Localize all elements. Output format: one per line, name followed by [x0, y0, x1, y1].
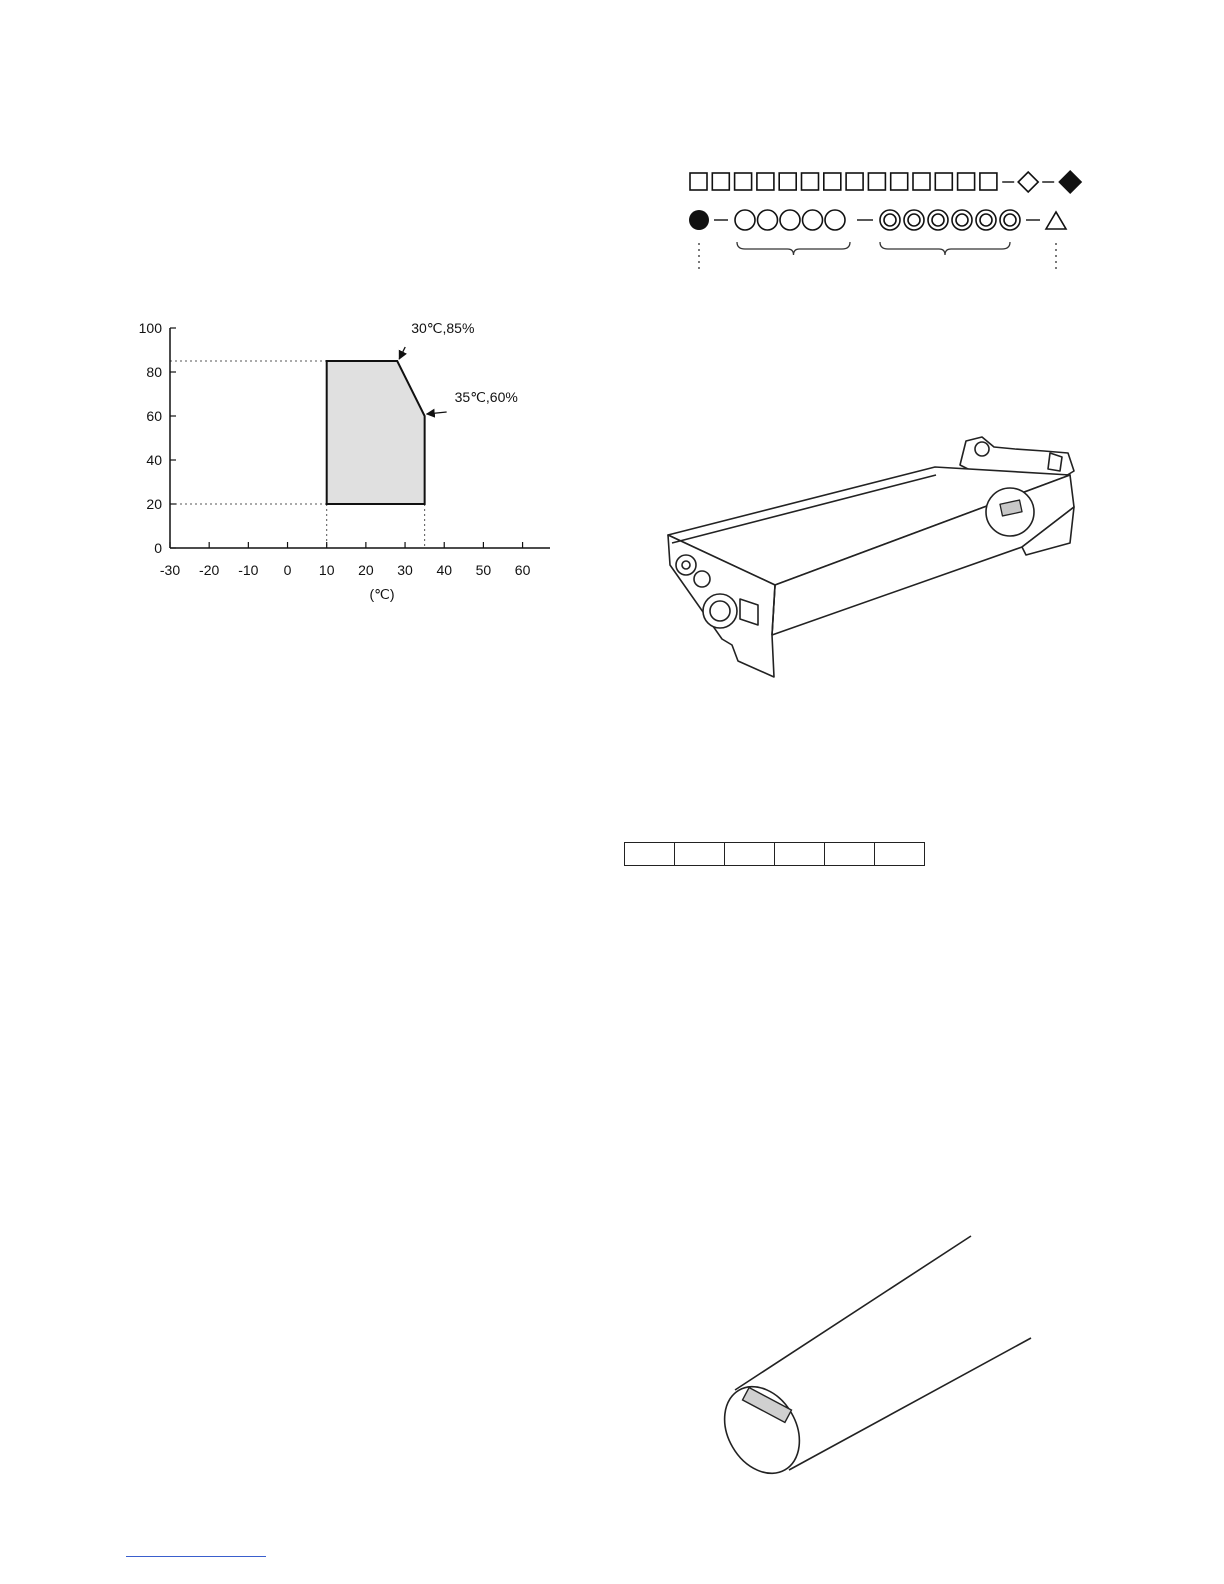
code-table-cell [725, 843, 775, 866]
code-table-cell [775, 843, 825, 866]
region-polygon [327, 361, 425, 504]
serial-triangle [1046, 212, 1066, 229]
x-tick-label: -20 [199, 562, 220, 578]
toner-cartridge-illustration [660, 425, 1090, 690]
serial-square [824, 173, 841, 190]
code-table [624, 842, 925, 866]
serial-square [757, 173, 774, 190]
x-tick-label: 30 [397, 562, 413, 578]
y-tick-label: 60 [146, 408, 162, 424]
code-table-cell [825, 843, 875, 866]
annotation-arrow-1 [427, 412, 447, 414]
serial-square [935, 173, 952, 190]
annotation-arrow-0 [399, 347, 405, 359]
code-table-row [625, 843, 925, 866]
serial-square [735, 173, 752, 190]
serial-brackets [699, 242, 1056, 271]
serial-circle [758, 210, 778, 230]
serial-diamond-filled [1059, 171, 1081, 193]
code-table-cell [875, 843, 925, 866]
x-tick-label: -30 [159, 562, 181, 578]
y-tick-label: 40 [146, 452, 162, 468]
serial-square [690, 173, 707, 190]
x-tick-label: 50 [475, 562, 492, 578]
serial-circle [735, 210, 755, 230]
annotation-label-0: 30℃,85% [411, 320, 475, 336]
serial-square [779, 173, 796, 190]
drum-roll-illustration [715, 1230, 1045, 1480]
serial-brace-circles [737, 242, 850, 255]
x-axis-label: (℃) [369, 586, 395, 602]
code-table-cell [675, 843, 725, 866]
serial-square [891, 173, 908, 190]
y-tick-label: 100 [138, 320, 162, 336]
environment-chart [120, 300, 590, 620]
serial-circle [780, 210, 800, 230]
annotation-label-1: 35℃,60% [454, 389, 518, 405]
serial-square [802, 173, 819, 190]
serial-square [980, 173, 997, 190]
serial-circle [825, 210, 845, 230]
x-tick-label: 40 [436, 562, 453, 578]
serial-row-circles [689, 210, 1066, 230]
serial-square [958, 173, 975, 190]
serial-row-squares [690, 171, 1081, 193]
footer-link[interactable] [126, 1556, 266, 1557]
x-tick-label: 0 [283, 562, 292, 578]
serial-square [913, 173, 930, 190]
serial-square [712, 173, 729, 190]
operating-region [327, 361, 425, 504]
serial-filled-circle [689, 210, 709, 230]
serial-square [868, 173, 885, 190]
y-tick-label: 80 [146, 364, 162, 380]
y-tick-label: 0 [154, 540, 162, 556]
x-tick-label: 10 [318, 562, 335, 578]
serial-brace-double [880, 242, 1010, 255]
x-tick-label: -10 [238, 562, 259, 578]
y-tick-label: 20 [146, 496, 162, 512]
serial-circle [803, 210, 823, 230]
serial-square [846, 173, 863, 190]
code-table-cell [625, 843, 675, 866]
x-tick-label: 60 [514, 562, 531, 578]
serial-diamond-open [1018, 172, 1038, 192]
x-tick-label: 20 [358, 562, 374, 578]
serial-number-diagram [680, 165, 1130, 280]
